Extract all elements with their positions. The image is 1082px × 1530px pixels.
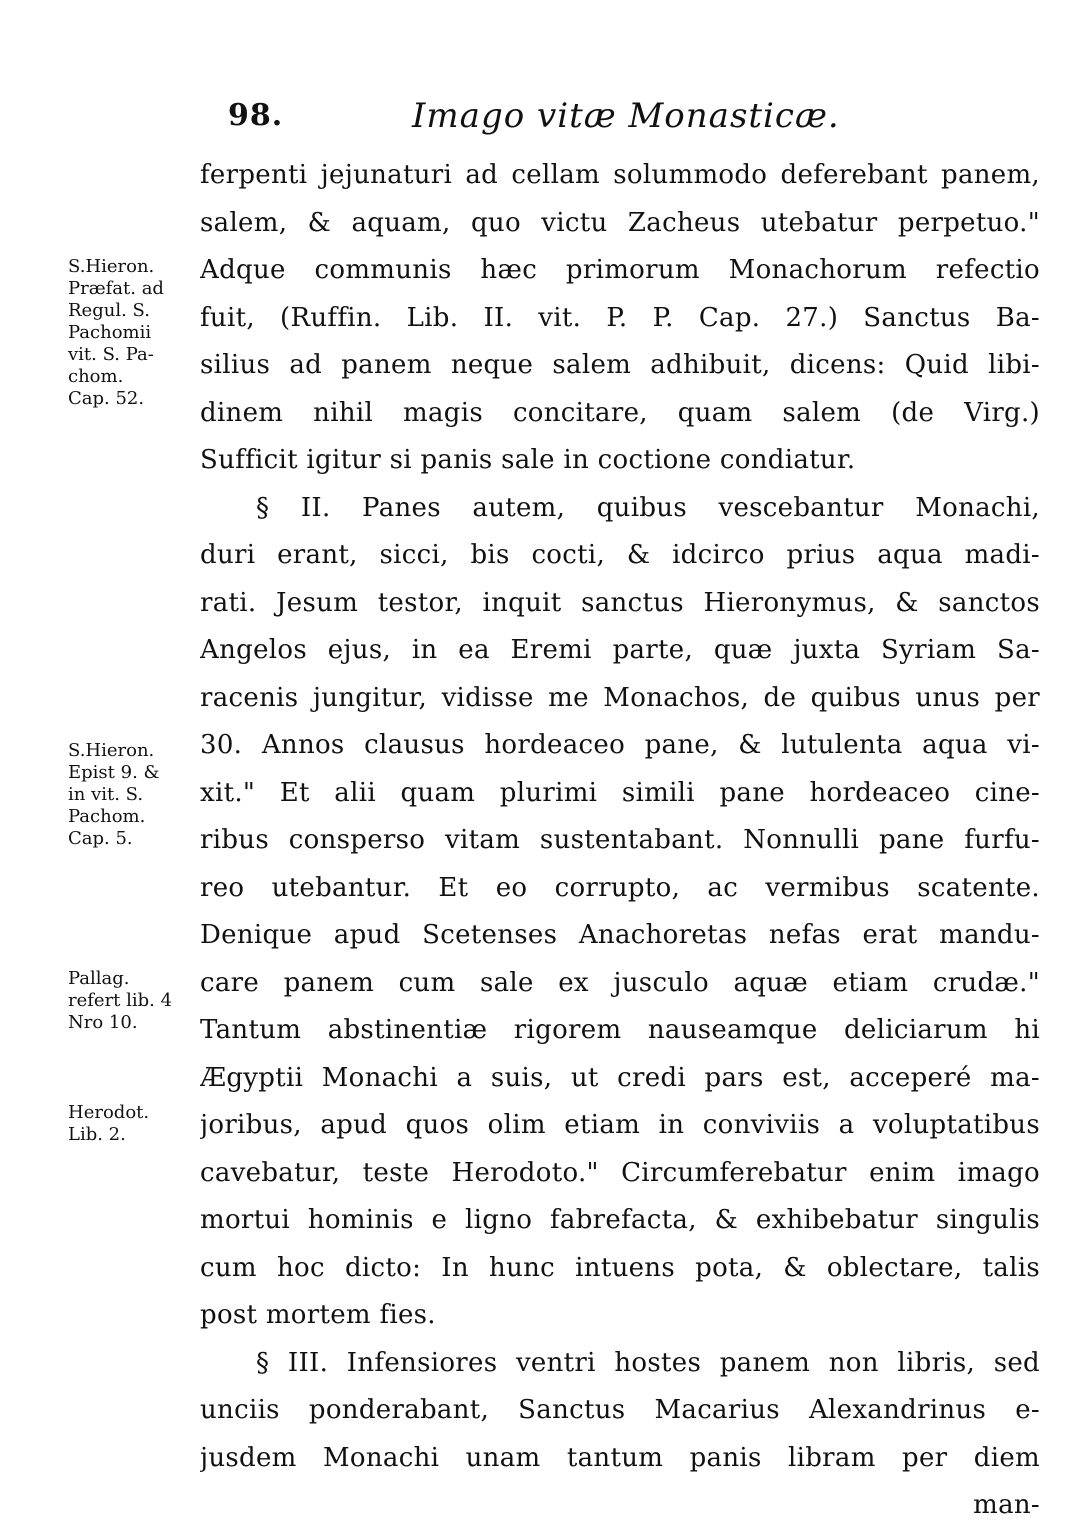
margin-note-line: Pachomii [68,322,152,343]
text-line: silius ad panem neque salem adhibuit, dicens: Quid libi- [200,350,1040,380]
text-line: Tantum abstinentiæ rigorem nauseamque deliciarum hi [200,1015,1040,1045]
margin-note-line: Epist 9. & [68,762,160,783]
text-line: duri erant, sicci, bis cocti, & idcirco prius aqua madi- [200,540,1040,570]
margin-note [68,1102,149,1146]
text-line: reo utebantur. Et eo corrupto, ac vermibus scatente. [200,872,1040,903]
text-line: rati. Jesum testor, inquit sanctus Hieronymus, & sanctos [200,587,1040,618]
text-line: racenis jungitur, vidisse me Monachos, de quibus unus per [200,682,1040,713]
text-line: ribus consperso vitam sustentabant. Nonnulli pane furfu- [200,825,1040,855]
margin-note-line: Nro 10. [68,1012,138,1033]
text-line: ferpenti jejunaturi ad cellam solummodo deferebant panem, [200,160,1040,190]
text-line: salem, & aquam, quo victu Zacheus utebatur perpetuo." [200,207,1040,238]
margin-note [68,968,172,1034]
page-header [0,96,1082,140]
margin-note [68,256,164,410]
text-line: jusdem Monachi unam tantum panis libram per diem [200,1442,1040,1473]
margin-note-line: Cap. 5. [68,828,133,849]
margin-note-line: S.Hieron. [68,740,155,761]
body-text [200,152,1040,1530]
text-line: cum hoc dicto: In hunc intuens pota, & oblectare, talis [200,1252,1040,1283]
catchword: man- [973,1490,1040,1520]
margin-note-line: Pallag. [68,968,130,989]
margin-note [68,740,160,850]
running-title: Imago vitæ Monasticæ. [412,96,840,136]
text-line: unciis ponderabant, Sanctus Macarius Alexandrinus e- [200,1395,1040,1425]
text-line: post mortem fies. [200,1300,436,1330]
margin-note-line: vit. S. Pa- [68,344,154,365]
text-line: fuit, (Ruffin. Lib. II. vit. P. P. Cap. 27.) Sanctus Ba- [200,302,1040,333]
margin-note-line: Cap. 52. [68,388,145,409]
text-line: 30. Annos clausus hordeaceo pane, & lutulenta aqua vi- [200,730,1040,760]
text-line: Denique apud Scetenses Anachoretas nefas erat mandu- [200,920,1040,950]
text-line: § II. Panes autem, quibus vescebantur Monachi, [256,492,1040,523]
page-number: 98. [228,98,284,133]
margin-note-line: Præfat. ad [68,278,164,299]
text-line: dinem nihil magis concitare, quam salem (de Virg.) [200,397,1040,428]
margin-note-line: Lib. 2. [68,1124,126,1145]
text-line: care panem cum sale ex jusculo aquæ etiam crudæ." [200,967,1040,998]
margin-note-line: Pachom. [68,806,146,827]
text-line: xit." Et alii quam plurimi simili pane hordeaceo cine- [200,777,1040,808]
margin-note-line: refert lib. 4 [68,990,173,1011]
margin-note-line: Herodot. [68,1102,150,1123]
margin-note-line: Regul. S. [68,300,150,321]
margin-note-line: S.Hieron. [68,256,155,277]
text-line: Angelos ejus, in ea Eremi parte, quæ juxta Syriam Sa- [200,635,1040,665]
text-line: cavebatur, teste Herodoto." Circumferebatur enim imago [200,1157,1040,1188]
margin-note-line: chom. [68,366,124,387]
text-line: mortui hominis e ligno fabrefacta, & exhibebatur singulis [200,1205,1040,1235]
text-line: Sufficit igitur si panis sale in coctione condiatur. [200,445,856,475]
text-line: joribus, apud quos olim etiam in conviviis a voluptatibus [200,1110,1040,1140]
text-line: § III. Infensiores ventri hostes panem non libris, sed [256,1347,1040,1378]
margin-note-line: in vit. S. [68,784,144,805]
text-line: Adque communis hæc primorum Monachorum refectio [200,255,1040,285]
text-line: Ægyptii Monachi a suis, ut credi pars est, acceperé ma- [200,1062,1040,1093]
